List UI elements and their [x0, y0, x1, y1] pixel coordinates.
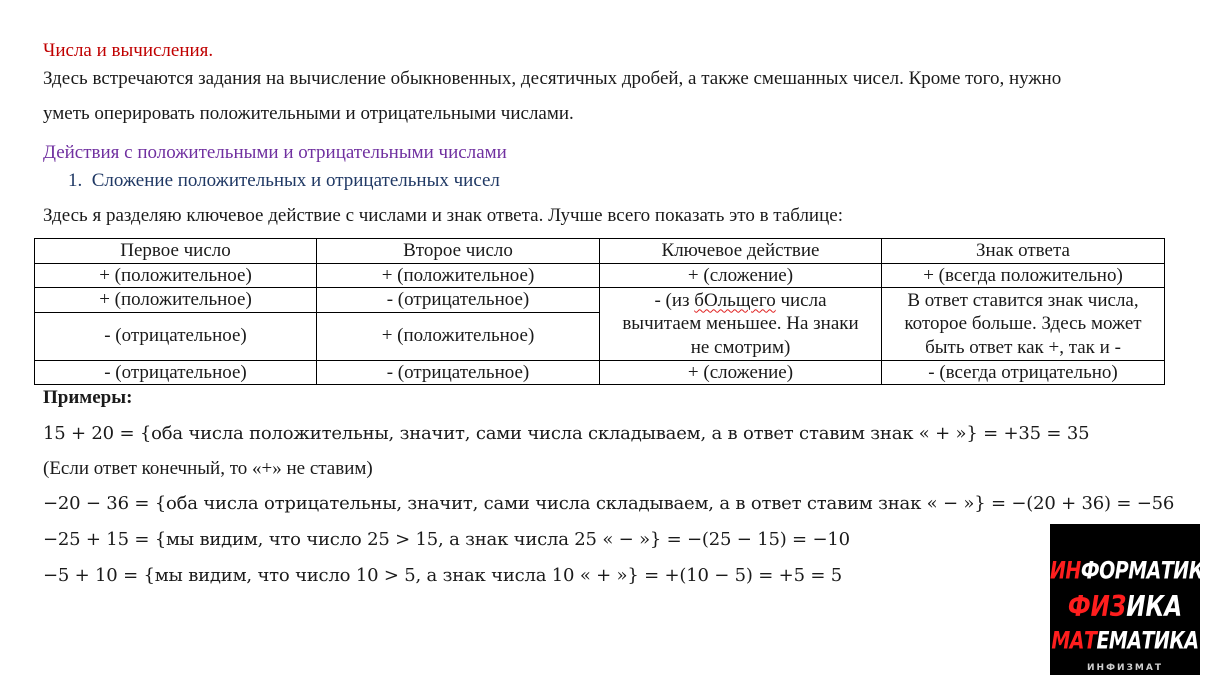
logo-footer: ИНФИЗМАТ [1087, 663, 1163, 673]
table-cell: + (положительное) [317, 312, 600, 360]
logo-word-matematika [1050, 627, 1200, 655]
action-text-part: - (из [654, 289, 695, 311]
table-cell: - (отрицательное) [35, 312, 317, 360]
table-cell: - (отрицательное) [35, 360, 317, 385]
misspelled-word: бОльщего [694, 289, 776, 311]
table-row [35, 263, 1165, 288]
table-cell: + (сложение) [600, 360, 882, 385]
sign-text-line: быть ответ как +, так и - [925, 336, 1121, 358]
logo-text: ЕМАТИКА [1096, 627, 1199, 655]
table-cell: + (положительное) [317, 263, 600, 288]
table-header-row [35, 239, 1165, 264]
action-text-line: не смотрим) [690, 336, 791, 358]
infizmat-logo [1050, 524, 1218, 675]
table-cell: - (всегда отрицательно) [882, 360, 1165, 385]
logo-word-informatika [1050, 557, 1218, 585]
example-line-4: −5 + 10 = {мы видим, что число 10 > 5, а знак числа 10 « + »} = +(10 − 5) = +5 = 5 [43, 565, 842, 586]
header-key-action: Ключевое действие [600, 239, 882, 264]
header-second-number: Второе число [317, 239, 600, 264]
example-line-3: −25 + 15 = {мы видим, что число 25 > 15, а знак числа 25 « − »} = −(25 − 15) = −10 [43, 529, 850, 550]
header-first-number: Первое число [35, 239, 317, 264]
section-title: Действия с положительными и отрицательными числами [43, 142, 507, 163]
logo-word-fizika [1050, 591, 1200, 624]
merged-action-cell [600, 288, 882, 361]
table-row [35, 360, 1165, 385]
table-cell: - (отрицательное) [317, 360, 600, 385]
logo-text: ИКА [1126, 590, 1183, 624]
sign-rules-table [34, 238, 1165, 385]
subsection-heading [68, 170, 500, 192]
table-row [35, 288, 1165, 313]
sign-text-line: которое больше. Здесь может [904, 313, 1142, 334]
heading: Числа и вычисления. [43, 40, 214, 61]
merged-sign-cell [882, 288, 1165, 361]
example-line-2: −20 − 36 = {оба числа отрицательны, значит, сами числа складываем, а в ответ ставим знак « − »} = −(20 + 36) = −56 [43, 493, 1175, 514]
header-answer-sign: Знак ответа [882, 239, 1165, 264]
action-text-line: вычитаем меньшее. На знаки [622, 313, 859, 334]
logo-highlight: ИН [1050, 557, 1081, 585]
subsection-number: 1. [68, 170, 83, 191]
table-cell: + (положительное) [35, 288, 317, 313]
table-cell: + (сложение) [600, 263, 882, 288]
table-cell: + (положительное) [35, 263, 317, 288]
example-note: (Если ответ конечный, то «+» не ставим) [43, 458, 373, 479]
table-cell: + (всегда положительно) [882, 263, 1165, 288]
table-cell: - (отрицательное) [317, 288, 600, 313]
sign-text-line: В ответ ставится знак числа, [907, 289, 1139, 311]
table-intro: Здесь я разделяю ключевое действие с числами и знак ответа. Лучше всего показать это в таблице: [43, 205, 843, 226]
example-line-1: 15 + 20 = {оба числа положительны, значит, сами числа складываем, а в ответ ставим знак « + »} = +35 = 35 [43, 423, 1090, 444]
logo-highlight: МАТ [1051, 627, 1097, 655]
examples-title: Примеры: [43, 387, 133, 408]
logo-text: ФОРМАТИКА [1080, 557, 1218, 585]
logo-highlight: ФИЗ [1067, 590, 1127, 624]
intro-line-1: Здесь встречаются задания на вычисление обыкновенных, десятичных дробей, а также смешанных чисел. Кроме того, нужно [43, 68, 1062, 89]
intro-line-2: уметь оперировать положительными и отрицательными числами. [43, 103, 574, 124]
action-text-part: числа [775, 289, 827, 311]
subsection-title: Сложение положительных и отрицательных чисел [91, 170, 500, 191]
